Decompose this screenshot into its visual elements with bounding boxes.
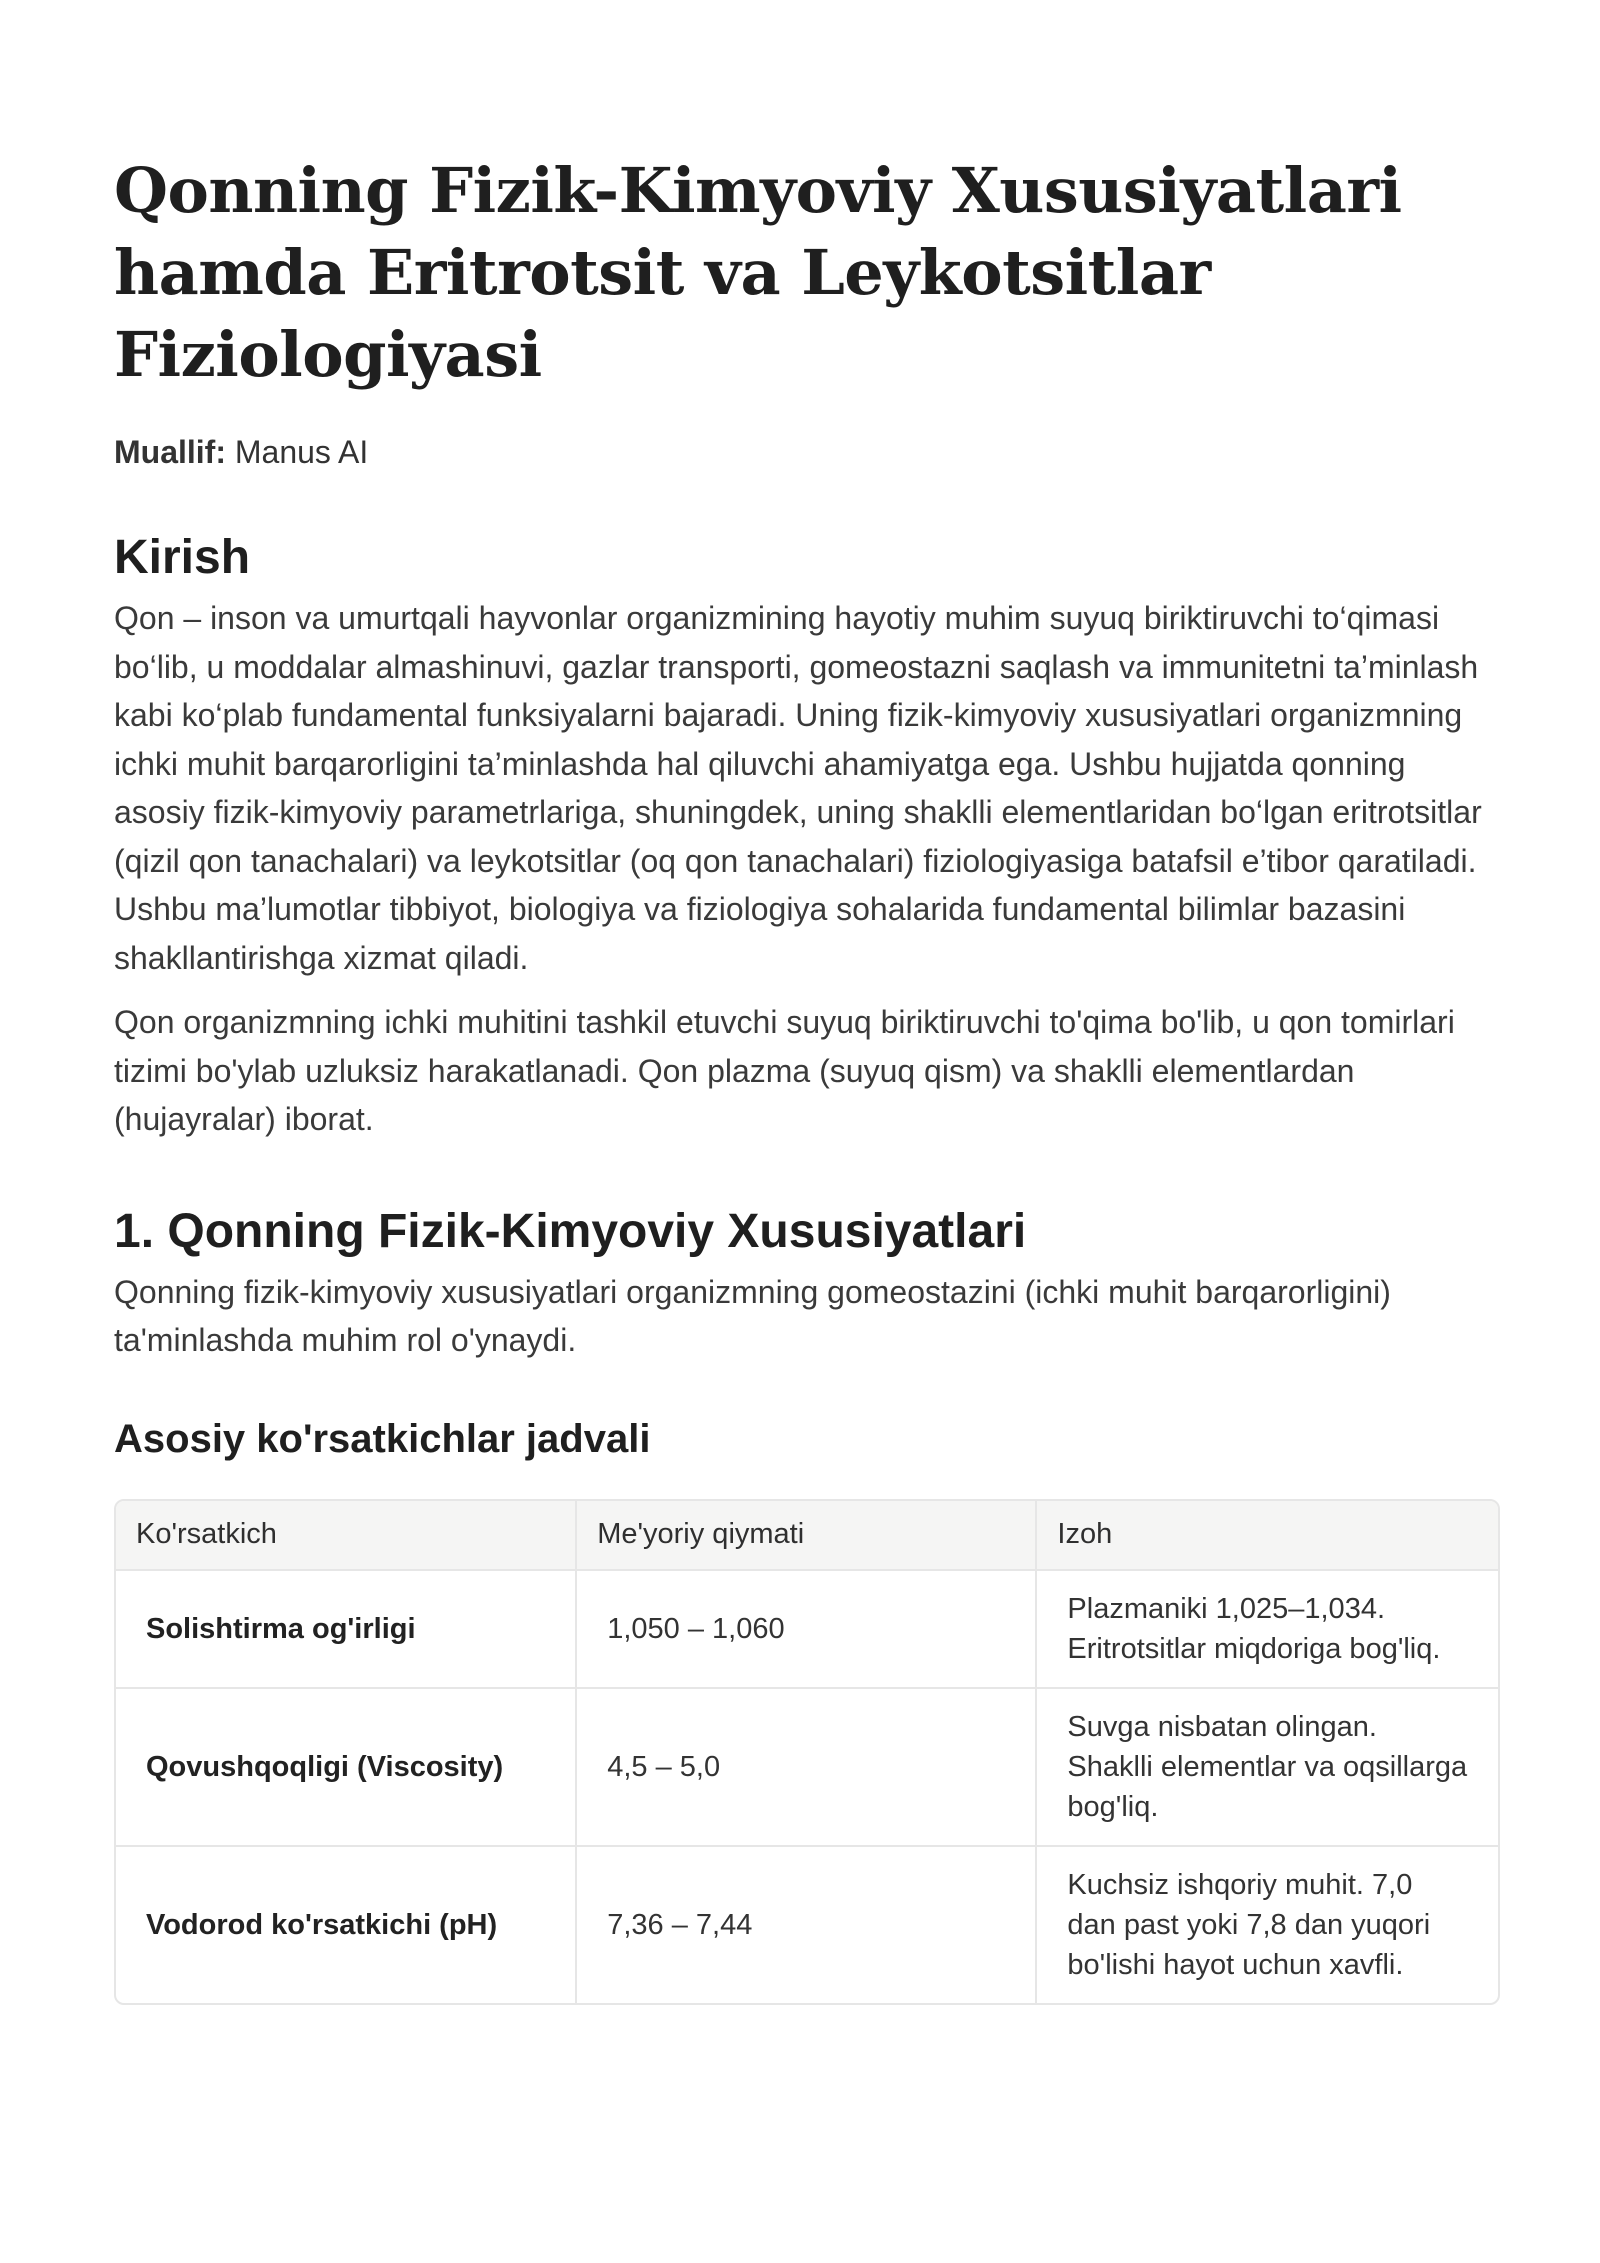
author-name: Manus AI [234, 434, 369, 470]
cell-note: Suvga nisbatan olingan. Shaklli elementlar va oqsillarga bog'liq. [1036, 1688, 1498, 1846]
cell-note: Plazmaniki 1,025–1,034. Eritrotsitlar miqdoriga bog'liq. [1036, 1570, 1498, 1688]
column-header-indicator: Ko'rsatkich [116, 1501, 576, 1570]
cell-indicator: Qovushqoqligi (Viscosity) [116, 1688, 576, 1846]
cell-indicator: Vodorod ko'rsatkichi (pH) [116, 1846, 576, 2003]
author-line [114, 430, 1500, 474]
cell-note: Kuchsiz ishqoriy muhit. 7,0 dan past yoki 7,8 dan yuqori bo'lishi hayot uchun xavfli. [1067, 1868, 1431, 1981]
cell-normal-value: 7,36 – 7,44 [576, 1846, 1036, 2003]
document-title: Qonning Fizik-Kimyoviy Xususiyatlari hamda Eritrotsit va Leykotsitlar Fiziologiyasi [114, 154, 1402, 391]
table-heading: Asosiy ko'rsatkichlar jadvali [114, 1416, 651, 1461]
table-header-row [116, 1501, 1498, 1570]
author-label: Muallif: [114, 434, 226, 470]
column-header-note: Izoh [1036, 1501, 1498, 1570]
document-page [114, 150, 1500, 2005]
intro-paragraph-2: Qon organizmning ichki muhitini tashkil etuvchi suyuq biriktiruvchi to'qima bo'lib, u qon tomirlari tizimi bo'ylab uzluksiz harakatlanadi. Qon plazma (suyuq qism) va shaklli elementlardan (hujayralar) iborat. [114, 1004, 1455, 1137]
cell-normal-value: 4,5 – 5,0 [576, 1688, 1036, 1846]
intro-heading: Kirish [114, 531, 251, 584]
indicators-table [114, 1499, 1500, 2005]
cell-normal-value: 1,050 – 1,060 [576, 1570, 1036, 1688]
table-row [116, 1688, 1498, 1846]
section-1-heading: 1. Qonning Fizik-Kimyoviy Xususiyatlari [114, 1204, 1027, 1258]
column-header-normal-value: Me'yoriy qiymati [576, 1501, 1036, 1570]
section-1-paragraph: Qonning fizik-kimyoviy xususiyatlari organizmning gomeostazini (ichki muhit barqarorligini) ta'minlashda muhim rol o'ynaydi. [114, 1273, 1391, 1358]
table-row [116, 1570, 1498, 1688]
cell-indicator: Solishtirma og'irligi [116, 1570, 576, 1688]
intro-paragraph-1: Qon – inson va umurtqali hayvonlar organizmining hayotiy muhim suyuq biriktiruvchi to‘qimasi bo‘lib, u moddalar almashinuvi, gazlar transporti, gomeostazni saqlash va immunitetni ta’minlash kabi ko‘plab fundamental funksiyalarni bajaradi. Uning fizik-kimyoviy xususiyatlari organizmning ichki muhit barqarorligini ta’minlashda hal qiluvchi ahamiyatga ega. Ushbu hujjatda qonning asosiy fizik-kimyoviy parametrlariga, shuningdek, uning shaklli elementlaridan bo‘lgan eritrotsitlar (qizil qon tanachalari) va leykotsitlar (oq qon tanachalari) fiziologiyasiga batafsil e’tibor qaratiladi. Ushbu ma’lumotlar tibbiyot, biologiya va fiziologiya sohalarida fundamental bilimlar bazasini shakllantirishga xizmat qiladi. [114, 600, 1482, 976]
table-row [116, 1846, 1498, 2003]
